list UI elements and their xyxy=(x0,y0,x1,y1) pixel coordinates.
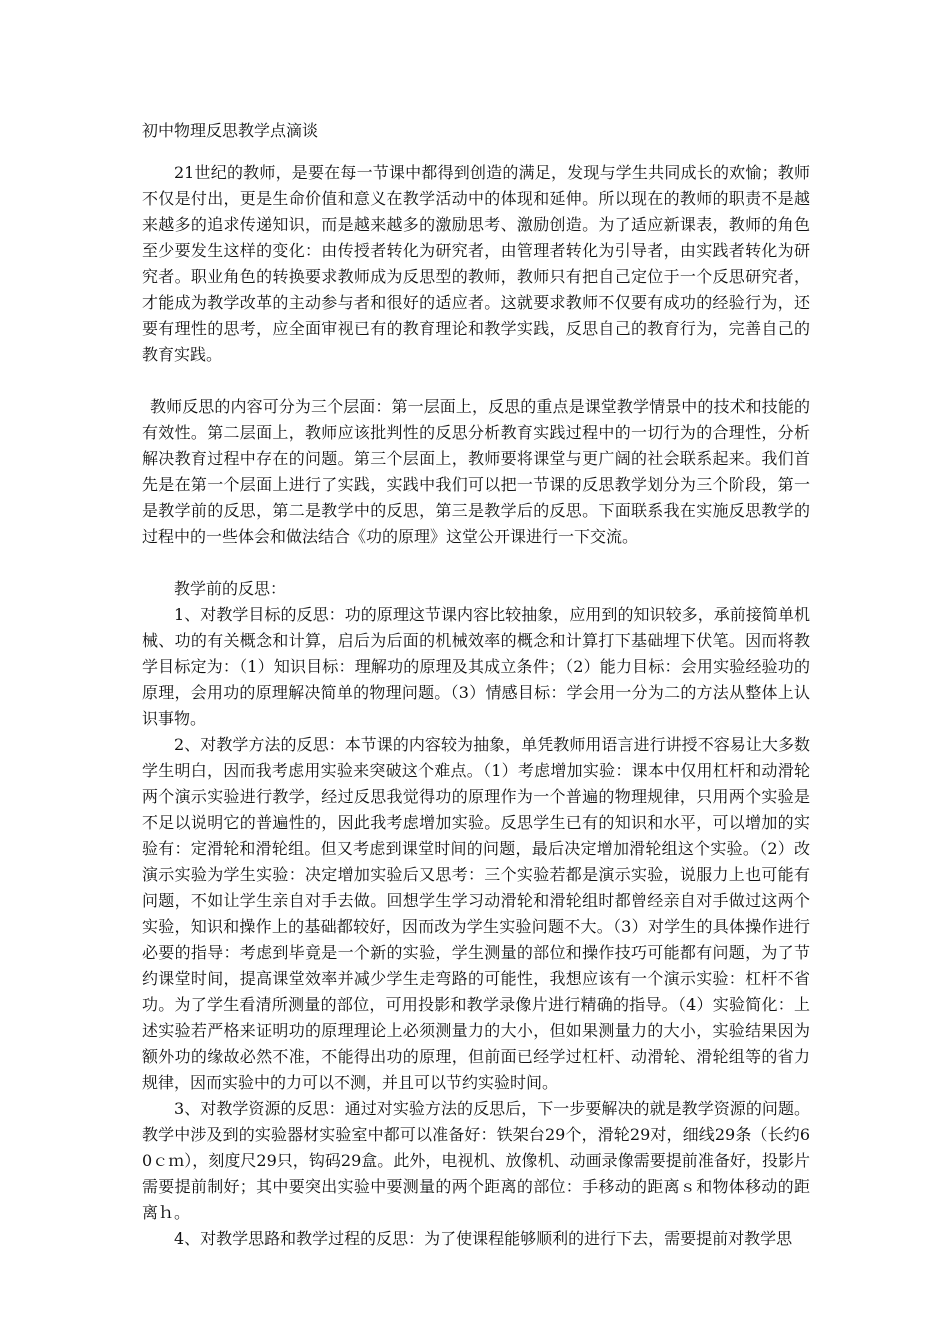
paragraph-spacer xyxy=(142,550,810,576)
reflection-item-teaching-goals: 1、对教学目标的反思：功的原理这节课内容比较抽象，应用到的知识较多，承前接简单机械、功的有关概念和计算，启后为后面的机械效率的概念和计算打下基础埋下伏笔。因而将教学目标定为：（1）知识目标：理解功的原理及其成立条件；（2）能力目标：会用实验经验功的原理，会用功的原理解决简单的物理问题。（3）情感目标：学会用一分为二的方法从整体上认识事物。 xyxy=(142,605,810,728)
reflection-item-teaching-methods: 2、对教学方法的反思：本节课的内容较为抽象，单凭教师用语言进行讲授不容易让大多数学生明白，因而我考虑用实验来突破这个难点。（1）考虑增加实验：课本中仅用杠杆和动滑轮两个演示实验进行教学，经过反思我觉得功的原理作为一个普遍的物理规律，只用两个实验是不足以说明它的普遍性的，因此我考虑增加实验。反思学生已有的知识和水平，可以增加的实验有：定滑轮和滑轮组。但又考虑到课堂时间的问题，最后决定增加滑轮组这个实验。（2）改演示实验为学生实验：决定增加实验后又思考：三个实验若都是演示实验，说服力上也可能有问题，不如让学生亲自对手去做。回想学生学习动滑轮和滑轮组时都曾经亲自对手做过这两个实验，知识和操作上的基础都较好，因而改为学生实验问题不大。（3）对学生的具体操作进行必要的指导：考虑到毕竟是一个新的实验，学生测量的部位和操作技巧可能都有问题，为了节约课堂时间，提高课堂效率并减少学生走弯路的可能性，我想应该有一个演示实验：杠杆不省功。为了学生看清所测量的部位，可用投影和教学录像片进行精确的指导。（4）实验简化：上述实验若严格来证明功的原理理论上必须测量力的大小，但如果测量力的大小，实验结果因为额外功的缘故必然不准，不能得出功的原理，但前面已经学过杠杆、动滑轮、滑轮组等的省力规律，因而实验中的力可以不测，并且可以节约实验时间。 xyxy=(142,735,810,1092)
reflection-item-teaching-resources: 3、对教学资源的反思：通过对实验方法的反思后，下一步要解决的就是教学资源的问题。教学中涉及到的实验器材实验室中都可以准备好：铁架台29个，滑轮29对，细线29条（长约60ｃｍ），刻度尺29只，钩码29盒。此外，电视机、放像机、动画录像需要提前准备好，投影片需要提前制好；其中要突出实验中要测量的两个距离的部位：手移动的距离ｓ和物体移动的距离ｈ。 xyxy=(142,1099,810,1222)
paragraph-spacer xyxy=(142,368,810,394)
reflection-levels-paragraph: 教师反思的内容可分为三个层面：第一层面上，反思的重点是课堂教学情景中的技术和技能的有效性。第二层面上，教师应该批判性的反思分析教育实践过程中的一切行为的合理性，分析解决教育过程中存在的问题。第三个层面上，教师要将课堂与更广阔的社会联系起来。我们首先是在第一个层面上进行了实践，实践中我们可以把一节课的反思教学划分为三个阶段，第一是教学前的反思，第二是教学中的反思，第三是教学后的反思。下面联系我在实施反思教学的过程中的一些体会和做法结合《功的原理》这堂公开课进行一下交流。 xyxy=(142,397,810,546)
document-page xyxy=(142,118,810,1252)
section-heading: 教学前的反思： xyxy=(174,579,287,598)
reflection-item-teaching-process: 4、对教学思路和教学过程的反思：为了使课程能够顺利的进行下去，需要提前对教学思 xyxy=(174,1229,793,1248)
document-title: 初中物理反思教学点滴谈 xyxy=(142,121,319,140)
intro-paragraph: 21世纪的教师，是要在每一节课中都得到创造的满足，发现与学生共同成长的欢愉；教师不仅是付出，更是生命价值和意义在教学活动中的体现和延伸。所以现在的教师的职责不是越来越多的追求传递知识，而是越来越多的激励思考、激励创造。为了适应新课表，教师的角色至少要发生这样的变化：由传授者转化为研究者，由管理者转化为引导者，由实践者转化为研究者。职业角色的转换要求教师成为反思型的教师，教师只有把自己定位于一个反思研究者，才能成为教学改革的主动参与者和很好的适应者。这就要求教师不仅要有成功的经验行为，还要有理性的思考，应全面审视已有的教育理论和教学实践，反思自己的教育行为，完善自己的教育实践。 xyxy=(142,163,810,364)
